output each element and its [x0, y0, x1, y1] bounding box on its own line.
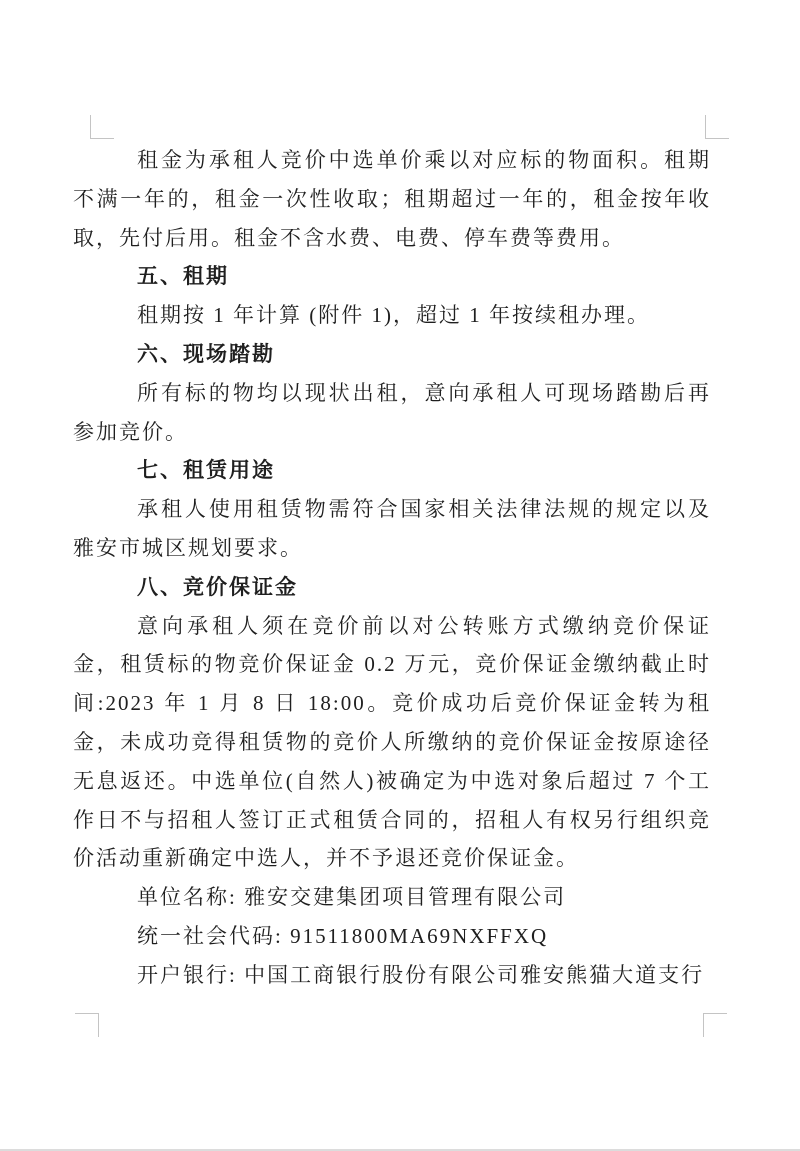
paragraph-rent-payment-terms: 租金为承租人竞价中选单价乘以对应标的物面积。租期不满一年的，租金一次性收取；租期超过一年的，租金按年收取，先付后用。租金不含水费、电费、停车费等费用。 — [73, 148, 711, 250]
crop-mark-bottom-right — [703, 1013, 727, 1037]
heading-section-6-site-visit: 六、现场踏勘 — [137, 341, 275, 366]
heading-section-5-lease-term: 五、租期 — [137, 264, 229, 289]
paragraph-social-credit-code: 统一社会代码: 91511800MA69NXFFXQ — [137, 923, 549, 948]
crop-mark-top-left — [90, 115, 114, 139]
paragraph-bank-info: 开户银行: 中国工商银行股份有限公司雅安熊猫大道支行 — [137, 962, 705, 987]
paragraph-company-name: 单位名称: 雅安交建集团项目管理有限公司 — [137, 885, 567, 910]
heading-section-8-bid-deposit: 八、竞价保证金 — [137, 574, 298, 599]
crop-mark-bottom-left — [75, 1013, 99, 1037]
document-text-block — [73, 141, 711, 995]
paragraph-bid-deposit-rules: 意向承租人须在竞价前以对公转账方式缴纳竞价保证金，租赁标的物竞价保证金 0.2 万元，竞价保证金缴纳截止时间:2023 年 1 月 8 日 18:00。竞价成功后竞价保证金转为租金，未成功竞得租赁物的竞价人所缴纳的竞价保证金按原途径无息返还。中选单位(自然人)被确定为中选对象后超过 7 个工作日不与招租人签订正式租赁合同的，招租人有权另行组织竞价活动重新确定中选人，并不予退还竞价保证金。 — [73, 613, 711, 871]
heading-section-7-lease-use: 七、租赁用途 — [137, 458, 275, 483]
paragraph-site-visit: 所有标的物均以现状出租，意向承租人可现场踏勘后再参加竞价。 — [73, 380, 711, 444]
crop-mark-top-right — [705, 115, 729, 139]
paragraph-lease-use: 承租人使用租赁物需符合国家相关法律法规的规定以及雅安市城区规划要求。 — [73, 497, 711, 560]
paragraph-lease-term: 租期按 1 年计算 (附件 1)，超过 1 年按续租办理。 — [137, 303, 650, 328]
